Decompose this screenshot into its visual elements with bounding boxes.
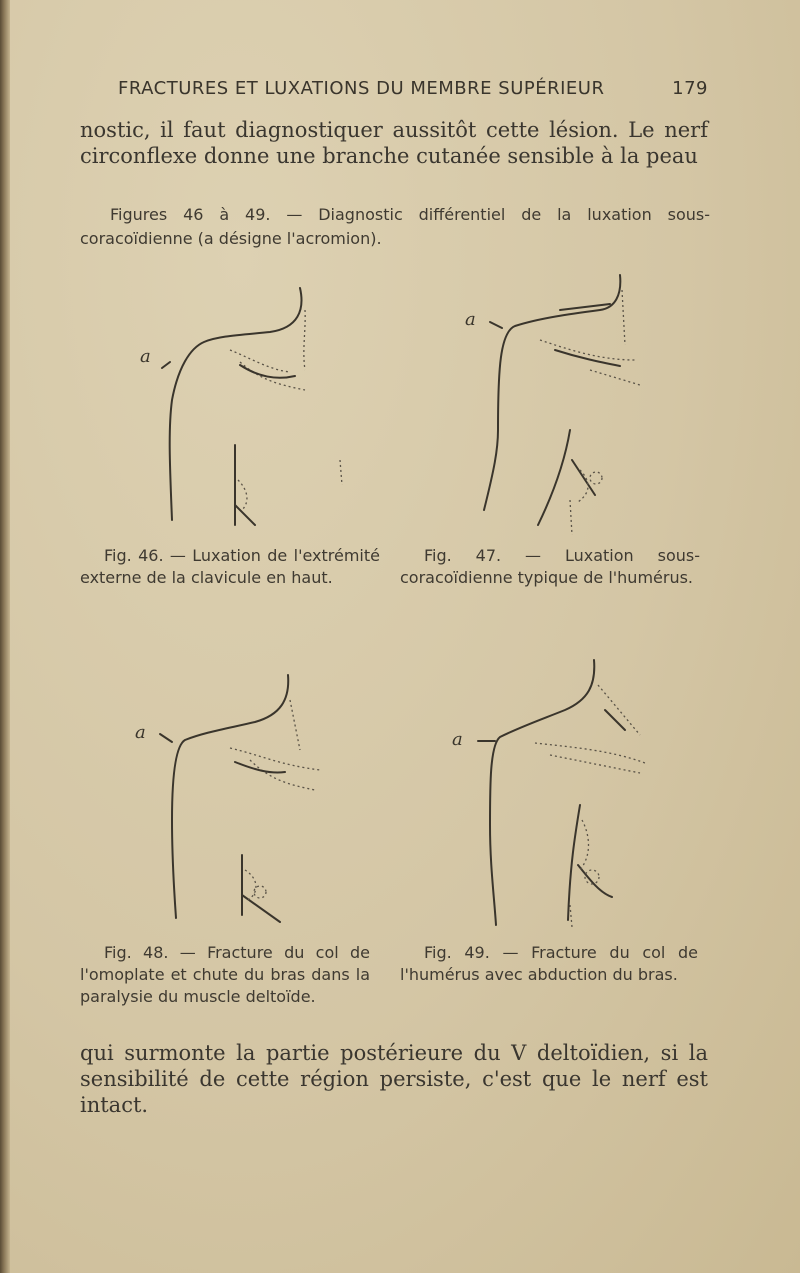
figure-47-drawing: [460, 270, 690, 540]
acromion-label: a: [135, 722, 146, 743]
acromion-label: a: [465, 309, 476, 330]
running-header: [118, 78, 708, 99]
outro-paragraph: qui surmonte la partie postérieure du V deltoïdien, si la sensibilité de cette région persiste, c'est que le nerf est intact.: [80, 1041, 708, 1117]
running-title: FRACTURES ET LUXATIONS DU MEMBRE SUPÉRIEUR: [118, 78, 605, 99]
figure-46-caption: Fig. 46. — Luxation de l'extrémité externe de la clavicule en haut.: [80, 546, 380, 587]
acromion-label: a: [452, 729, 463, 750]
book-spine-shadow: [0, 0, 10, 1273]
figure-48-drawing: [130, 670, 360, 930]
acromion-label: a: [140, 346, 151, 367]
figure-47-caption: Fig. 47. — Luxation sous-coracoïdienne typique de l'humérus.: [400, 546, 700, 587]
figure-46-drawing: [130, 280, 360, 540]
intro-paragraph: nostic, il faut diagnostiquer aussitôt cette lésion. Le nerf circonflexe donne une branche cutanée sensible à la peau: [80, 118, 708, 168]
page-number: 179: [672, 78, 708, 99]
figure-48-caption: Fig. 48. — Fracture du col de l'omoplate et chute du bras dans la paralysie du muscle deltoïde.: [80, 943, 370, 1006]
figure-49-caption: Fig. 49. — Fracture du col de l'humérus avec abduction du bras.: [400, 943, 698, 984]
figures-group-caption: Figures 46 à 49. — Diagnostic différentiel de la luxation sous-coracoïdienne (a désigne l'acromion).: [80, 205, 710, 248]
figure-49-drawing: [440, 655, 690, 935]
